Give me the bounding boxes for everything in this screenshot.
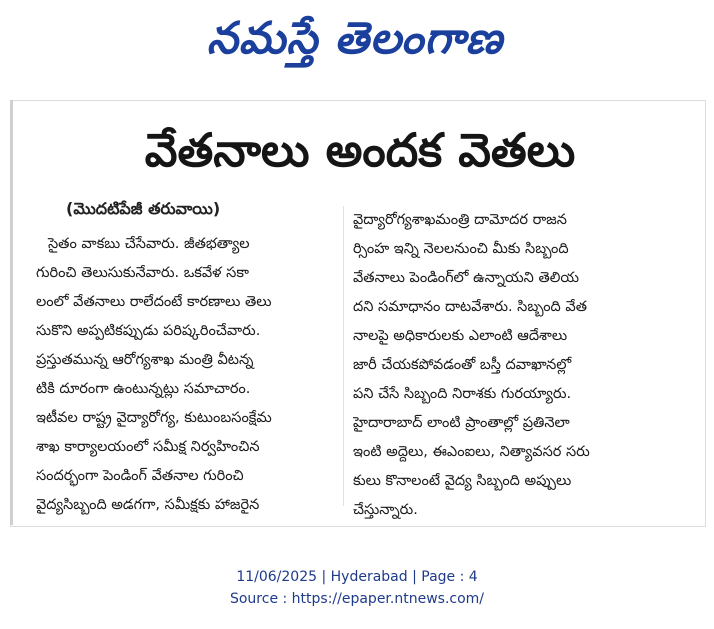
text-line: సందర్భంగా పెండింగ్ వేతనాల గురించి: [36, 468, 244, 484]
text-line: దని సమాధానం దాటవేశారు. సిబ్బంది వేత: [353, 299, 587, 315]
text-line: హైదారాబాద్ లాంటి ప్రాంతాల్లో ప్రతినెలా: [353, 415, 570, 431]
text-line: సుకొని అప్పటికప్పుడు పరిష్కరించేవారు.: [36, 323, 261, 339]
source-link[interactable]: Source : https://epaper.ntnews.com/: [229, 591, 485, 607]
text-line: సైతం వాకబు చేసేవారు. జీతభత్యాల: [48, 236, 250, 252]
continuation-note: (మొదటిపేజీ తరువాయి): [66, 199, 221, 218]
text-line: లంలో వేతనాలు రాలేదంటే కారణాలు తెలు: [36, 294, 272, 310]
text-line: గురించి తెలుసుకునేవారు. ఒకవేళ సకా: [36, 265, 249, 281]
edition-info: 11/06/2025 | Hyderabad | Page : 4: [236, 569, 478, 585]
text-line: ర్సింహ ఇన్ని నెలలనుంచి మీకు సిబ్బంది: [353, 241, 569, 257]
text-line: పని చేసే సిబ్బంది నిరాశకు గురయ్యారు.: [353, 386, 572, 402]
article-column-left: [36, 230, 336, 520]
newspaper-masthead: నమస్తే తెలంగాణ: [206, 13, 504, 64]
text-line: కులు కొనాలంటే వైద్య సిబ్బంది అప్పులు: [353, 473, 572, 489]
text-line: వేతనాలు పెండింగ్‌లో ఉన్నాయని తెలియ: [353, 270, 580, 286]
text-line: ఇటీవల రాష్ట్ర వైద్యారోగ్య, కుటుంబసంక్షేమ: [36, 410, 272, 426]
text-line: చేస్తున్నారు.: [353, 502, 418, 518]
text-line: ఇంటి అద్దెలు, ఈఎంఐలు, నిత్యావసర సరు: [353, 444, 590, 460]
text-line: వైద్యసిబ్బంది అడగగా, సమీక్షకు హాజరైన: [36, 497, 260, 513]
text-line: వైద్యారోగ్యశాఖమంత్రి దామోదర రాజన: [353, 212, 567, 228]
page-footer: [0, 566, 714, 610]
text-line: టికి దూరంగా ఉంటున్నట్లు సమాచారం.: [36, 381, 251, 397]
text-line: శాఖ కార్యాలయంలో సమీక్ష నిర్వహించిన: [36, 439, 260, 455]
clipping-edge: [10, 100, 13, 525]
text-line: జారీ చేయకపోవడంతో బస్తీ దవాఖానల్లో: [353, 357, 572, 373]
article-headline: వేతనాలు అందక వెతలు: [144, 123, 576, 177]
text-line: నాలపై అధికారులకు ఎలాంటి ఆదేశాలు: [353, 328, 568, 344]
text-line: ప్రస్తుతమున్న ఆరోగ్యశాఖ మంత్రి వీటన్న: [36, 352, 254, 368]
article-column-right: [353, 206, 689, 525]
column-divider: [343, 206, 344, 506]
